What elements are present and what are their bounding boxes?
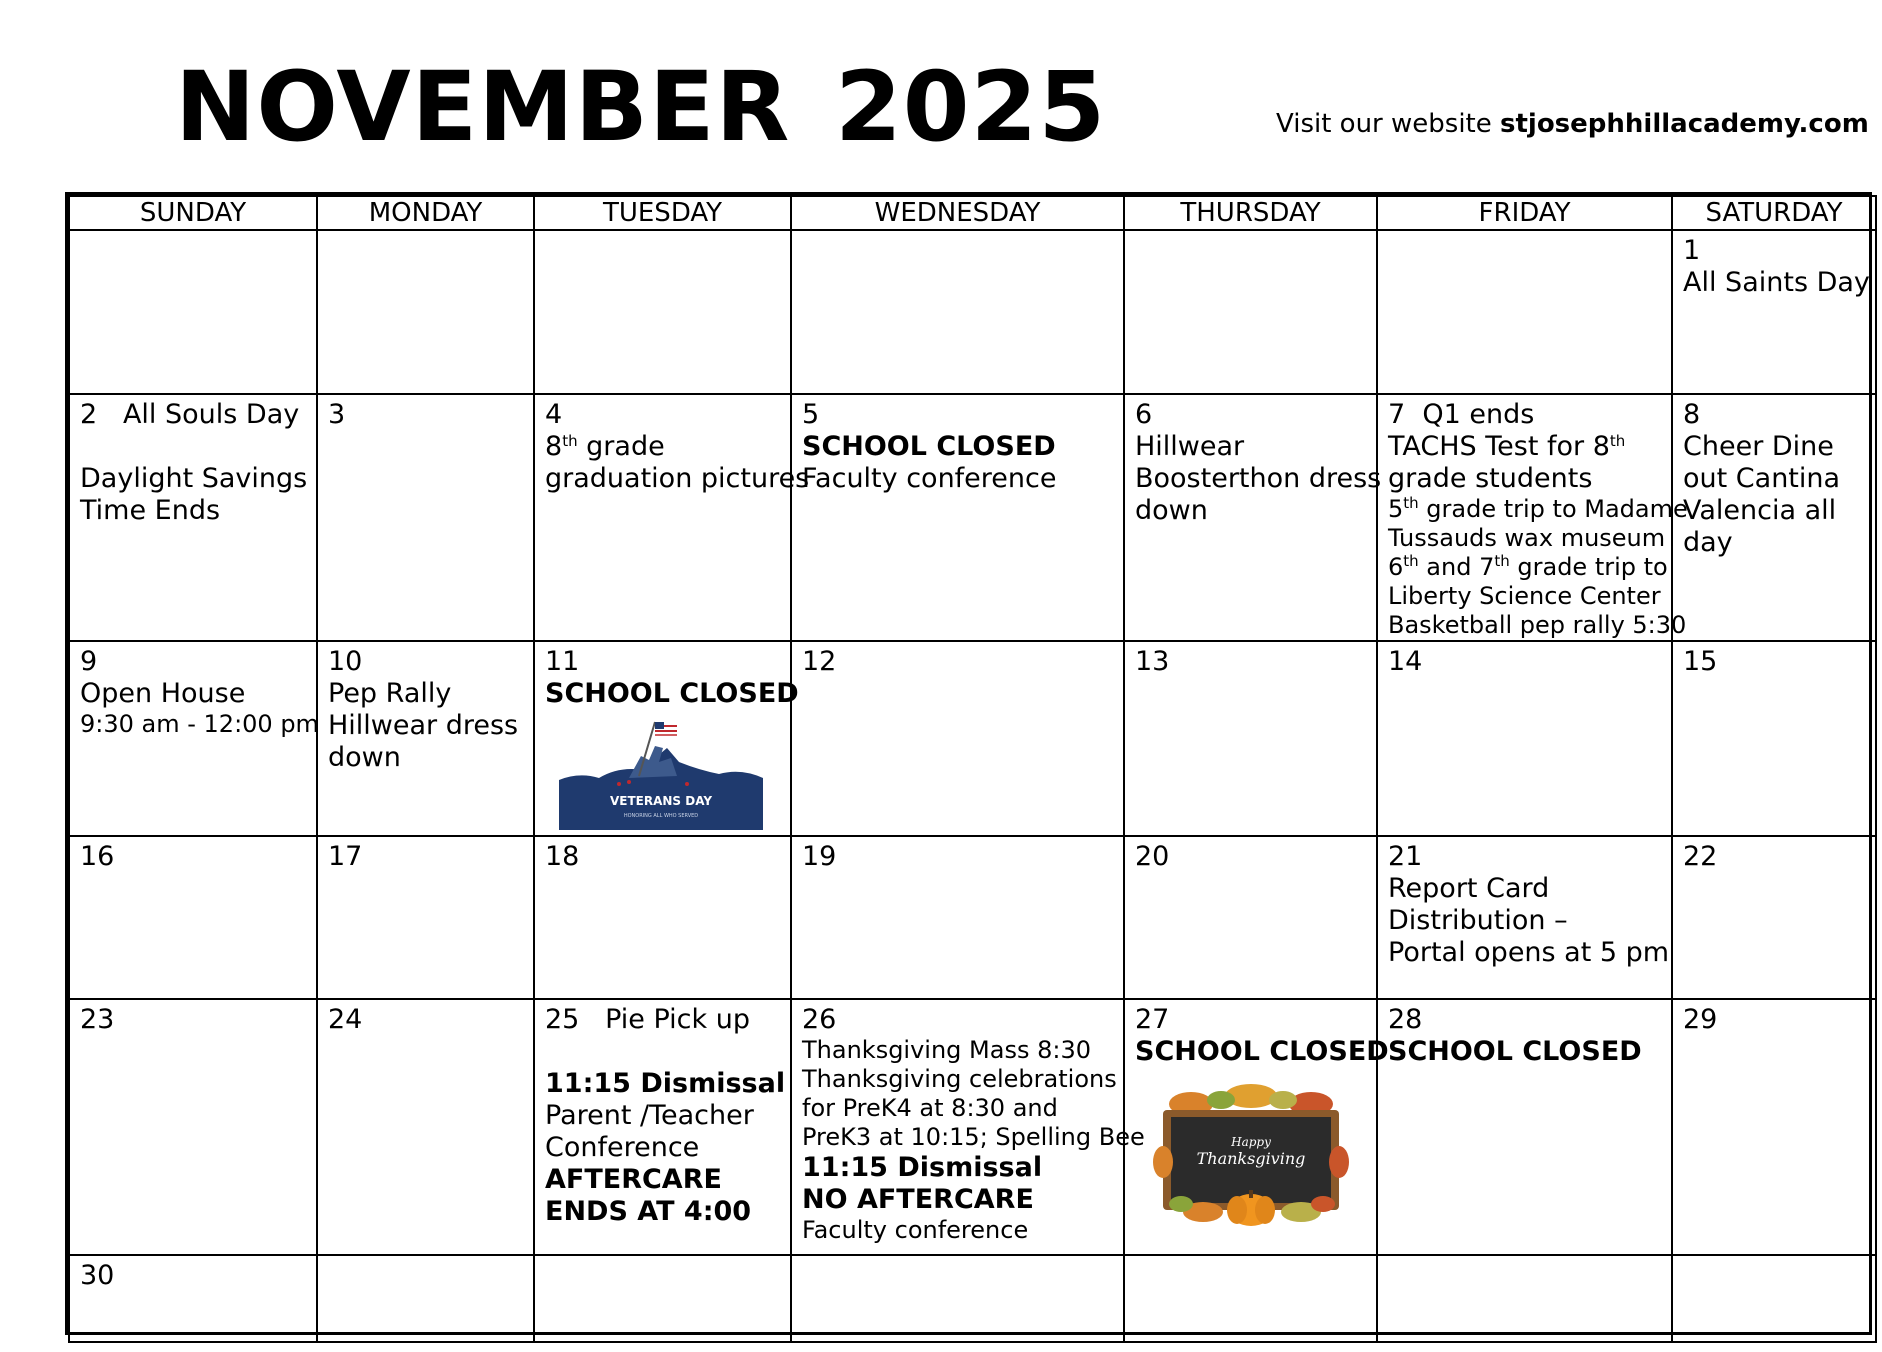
aftercare-label: AFTERCARE bbox=[545, 1164, 722, 1195]
day-number: 11 bbox=[545, 646, 580, 677]
day-number-line bbox=[545, 1004, 780, 1036]
day-cell-empty bbox=[1124, 230, 1377, 394]
day-cell-empty bbox=[69, 230, 317, 394]
aftercare-label: NO AFTERCARE bbox=[802, 1184, 1034, 1215]
day-cell-6 bbox=[1124, 394, 1382, 641]
veterans-day-image bbox=[559, 718, 763, 830]
event-text: Parent /Teacher bbox=[545, 1100, 754, 1131]
event-text: Boosterthon dress bbox=[1135, 463, 1382, 494]
day-number: 30 bbox=[80, 1260, 115, 1291]
day-cell-empty bbox=[1124, 1255, 1377, 1342]
day-number: 3 bbox=[328, 399, 346, 430]
calendar-grid bbox=[65, 192, 1872, 1335]
weekday-header: FRIDAY bbox=[1377, 196, 1672, 230]
week-row bbox=[69, 641, 1876, 836]
week-row bbox=[69, 1255, 1876, 1342]
day-number: 25 bbox=[545, 1004, 580, 1035]
day-cell-empty bbox=[534, 1255, 791, 1342]
day-cell-empty bbox=[1377, 1255, 1672, 1342]
day-cell-21 bbox=[1377, 836, 1672, 999]
day-cell-3 bbox=[317, 394, 534, 641]
event-text: Basketball pep rally 5:30 bbox=[1388, 611, 1687, 639]
event-text: 6th and 7th grade trip to bbox=[1388, 552, 1668, 581]
day-cell-22 bbox=[1672, 836, 1876, 999]
day-cell-10 bbox=[317, 641, 534, 836]
event-text: Pep Rally bbox=[328, 678, 452, 709]
school-closed-label: SCHOOL CLOSED bbox=[545, 678, 799, 709]
event-text: Open House bbox=[80, 678, 246, 709]
day-cell-9 bbox=[69, 641, 317, 836]
day-cell-23 bbox=[69, 999, 317, 1255]
event-text: 5th grade trip to Madame bbox=[1388, 494, 1688, 523]
day-cell-27 bbox=[1124, 999, 1389, 1255]
day-cell-empty bbox=[791, 1255, 1124, 1342]
event-text: Report Card bbox=[1388, 873, 1550, 904]
day-number: 21 bbox=[1388, 841, 1423, 872]
day-cell-14 bbox=[1377, 641, 1672, 836]
day-number: 22 bbox=[1683, 841, 1718, 872]
event-text: day bbox=[1683, 527, 1733, 558]
event-text: for PreK4 at 8:30 and bbox=[802, 1094, 1058, 1122]
aftercare-label: ENDS AT 4:00 bbox=[545, 1196, 752, 1227]
event-text: Time Ends bbox=[80, 495, 221, 526]
day-cell-29 bbox=[1672, 999, 1876, 1255]
event-text: down bbox=[1135, 495, 1208, 526]
day-number: 24 bbox=[328, 1004, 363, 1035]
day-cell-2 bbox=[69, 394, 317, 641]
day-number: 15 bbox=[1683, 646, 1718, 677]
event-time: 9:30 am - 12:00 pm bbox=[80, 710, 319, 738]
day-number: 4 bbox=[545, 399, 563, 430]
event-text: Liberty Science Center bbox=[1388, 582, 1661, 610]
day-cell-empty bbox=[1377, 230, 1672, 394]
website-link[interactable]: stjosephhillacademy.com bbox=[1500, 109, 1869, 139]
day-number: 28 bbox=[1388, 1004, 1423, 1035]
event-text: All Saints Day bbox=[1683, 267, 1870, 298]
calendar-header bbox=[0, 0, 1882, 190]
day-cell-15 bbox=[1672, 641, 1876, 836]
day-number: 10 bbox=[328, 646, 363, 677]
day-number: 19 bbox=[802, 841, 837, 872]
weekday-header: MONDAY bbox=[317, 196, 534, 230]
day-cell-13 bbox=[1124, 641, 1377, 836]
day-cell-11 bbox=[534, 641, 799, 836]
day-number: 23 bbox=[80, 1004, 115, 1035]
weekday-header: THURSDAY bbox=[1124, 196, 1377, 230]
veterans-day-subtext: HONORING ALL WHO SERVED bbox=[623, 813, 699, 819]
day-cell-12 bbox=[791, 641, 1124, 836]
event-text: Faculty conference bbox=[802, 463, 1057, 494]
day-cell-empty bbox=[791, 230, 1124, 394]
thanksgiving-image bbox=[1151, 1082, 1351, 1232]
day-cell-1 bbox=[1672, 230, 1876, 394]
event-text: PreK3 at 10:15; Spelling Bee bbox=[802, 1123, 1145, 1151]
week-row bbox=[69, 394, 1876, 641]
day-number: 9 bbox=[80, 646, 98, 677]
day-cell-24 bbox=[317, 999, 534, 1255]
day-number: 7 bbox=[1388, 399, 1406, 430]
event-text: out Cantina bbox=[1683, 463, 1841, 494]
event-text: graduation pictures bbox=[545, 463, 810, 494]
day-number: 16 bbox=[80, 841, 115, 872]
event-title: Q1 ends bbox=[1422, 399, 1535, 430]
weekday-header: TUESDAY bbox=[534, 196, 791, 230]
day-number: 27 bbox=[1135, 1004, 1170, 1035]
day-cell-empty bbox=[317, 230, 534, 394]
day-cell-30 bbox=[69, 1255, 317, 1342]
day-cell-18 bbox=[534, 836, 791, 999]
day-number: 5 bbox=[802, 399, 820, 430]
event-text: Hillwear dress bbox=[328, 710, 519, 741]
day-cell-20 bbox=[1124, 836, 1377, 999]
event-text: Cheer Dine bbox=[1683, 431, 1834, 462]
day-cell-17 bbox=[317, 836, 534, 999]
day-cell-empty bbox=[1672, 1255, 1876, 1342]
day-cell-7 bbox=[1377, 394, 1688, 641]
day-number: 14 bbox=[1388, 646, 1423, 677]
day-cell-5 bbox=[791, 394, 1124, 641]
event-title: Pie Pick up bbox=[605, 1004, 750, 1035]
day-cell-16 bbox=[69, 836, 317, 999]
day-number-line bbox=[80, 399, 306, 431]
event-text: Conference bbox=[545, 1132, 700, 1163]
day-cell-28 bbox=[1377, 999, 1672, 1255]
day-number: 29 bbox=[1683, 1004, 1718, 1035]
weekday-header: SUNDAY bbox=[69, 196, 317, 230]
event-text: 8th grade bbox=[545, 431, 665, 462]
thanksgiving-text-1: Happy bbox=[1231, 1135, 1271, 1149]
event-text: grade students bbox=[1388, 463, 1593, 494]
event-text: Tussauds wax museum bbox=[1388, 524, 1666, 552]
day-cell-4 bbox=[534, 394, 810, 641]
week-row bbox=[69, 230, 1876, 394]
day-number: 18 bbox=[545, 841, 580, 872]
website-note bbox=[1276, 108, 1869, 140]
dismissal-label: 11:15 Dismissal bbox=[545, 1068, 786, 1099]
day-cell-empty bbox=[317, 1255, 534, 1342]
weekday-row bbox=[69, 196, 1876, 230]
school-closed-label: SCHOOL CLOSED bbox=[1135, 1036, 1389, 1067]
event-text: Valencia all bbox=[1683, 495, 1837, 526]
event-text: down bbox=[328, 742, 401, 773]
event-text: TACHS Test for 8th bbox=[1388, 431, 1626, 462]
school-closed-label: SCHOOL CLOSED bbox=[802, 431, 1056, 462]
year-title: 2025 bbox=[835, 51, 1107, 163]
week-row bbox=[69, 836, 1876, 999]
weekday-header: SATURDAY bbox=[1672, 196, 1876, 230]
veterans-day-text: VETERANS DAY bbox=[609, 794, 713, 808]
month-title: NOVEMBER bbox=[175, 51, 791, 163]
event-text: Distribution – bbox=[1388, 905, 1568, 936]
day-number: 1 bbox=[1683, 235, 1701, 266]
week-row bbox=[69, 999, 1876, 1255]
day-number: 8 bbox=[1683, 399, 1701, 430]
event-text: Daylight Savings bbox=[80, 463, 308, 494]
event-text: Thanksgiving Mass 8:30 bbox=[802, 1036, 1091, 1064]
day-number: 13 bbox=[1135, 646, 1170, 677]
day-cell-8 bbox=[1672, 394, 1876, 641]
event-text: Thanksgiving celebrations bbox=[802, 1065, 1117, 1093]
day-number: 2 bbox=[80, 399, 98, 430]
dismissal-label: 11:15 Dismissal bbox=[802, 1152, 1043, 1183]
day-number: 12 bbox=[802, 646, 837, 677]
day-number-line bbox=[1388, 399, 1661, 431]
event-text: Portal opens at 5 pm bbox=[1388, 937, 1670, 968]
event-title: All Souls Day bbox=[122, 399, 300, 430]
school-closed-label: SCHOOL CLOSED bbox=[1388, 1036, 1642, 1067]
day-number: 17 bbox=[328, 841, 363, 872]
day-cell-19 bbox=[791, 836, 1124, 999]
website-prefix: Visit our website bbox=[1276, 109, 1500, 139]
day-number: 20 bbox=[1135, 841, 1170, 872]
day-number: 6 bbox=[1135, 399, 1153, 430]
weekday-header: WEDNESDAY bbox=[791, 196, 1124, 230]
thanksgiving-text-2: Thanksgiving bbox=[1196, 1149, 1306, 1168]
event-text: Faculty conference bbox=[802, 1216, 1029, 1244]
day-cell-26 bbox=[791, 999, 1145, 1255]
day-cell-25 bbox=[534, 999, 791, 1255]
event-text: Hillwear bbox=[1135, 431, 1245, 462]
day-number: 26 bbox=[802, 1004, 837, 1035]
day-cell-empty bbox=[534, 230, 791, 394]
